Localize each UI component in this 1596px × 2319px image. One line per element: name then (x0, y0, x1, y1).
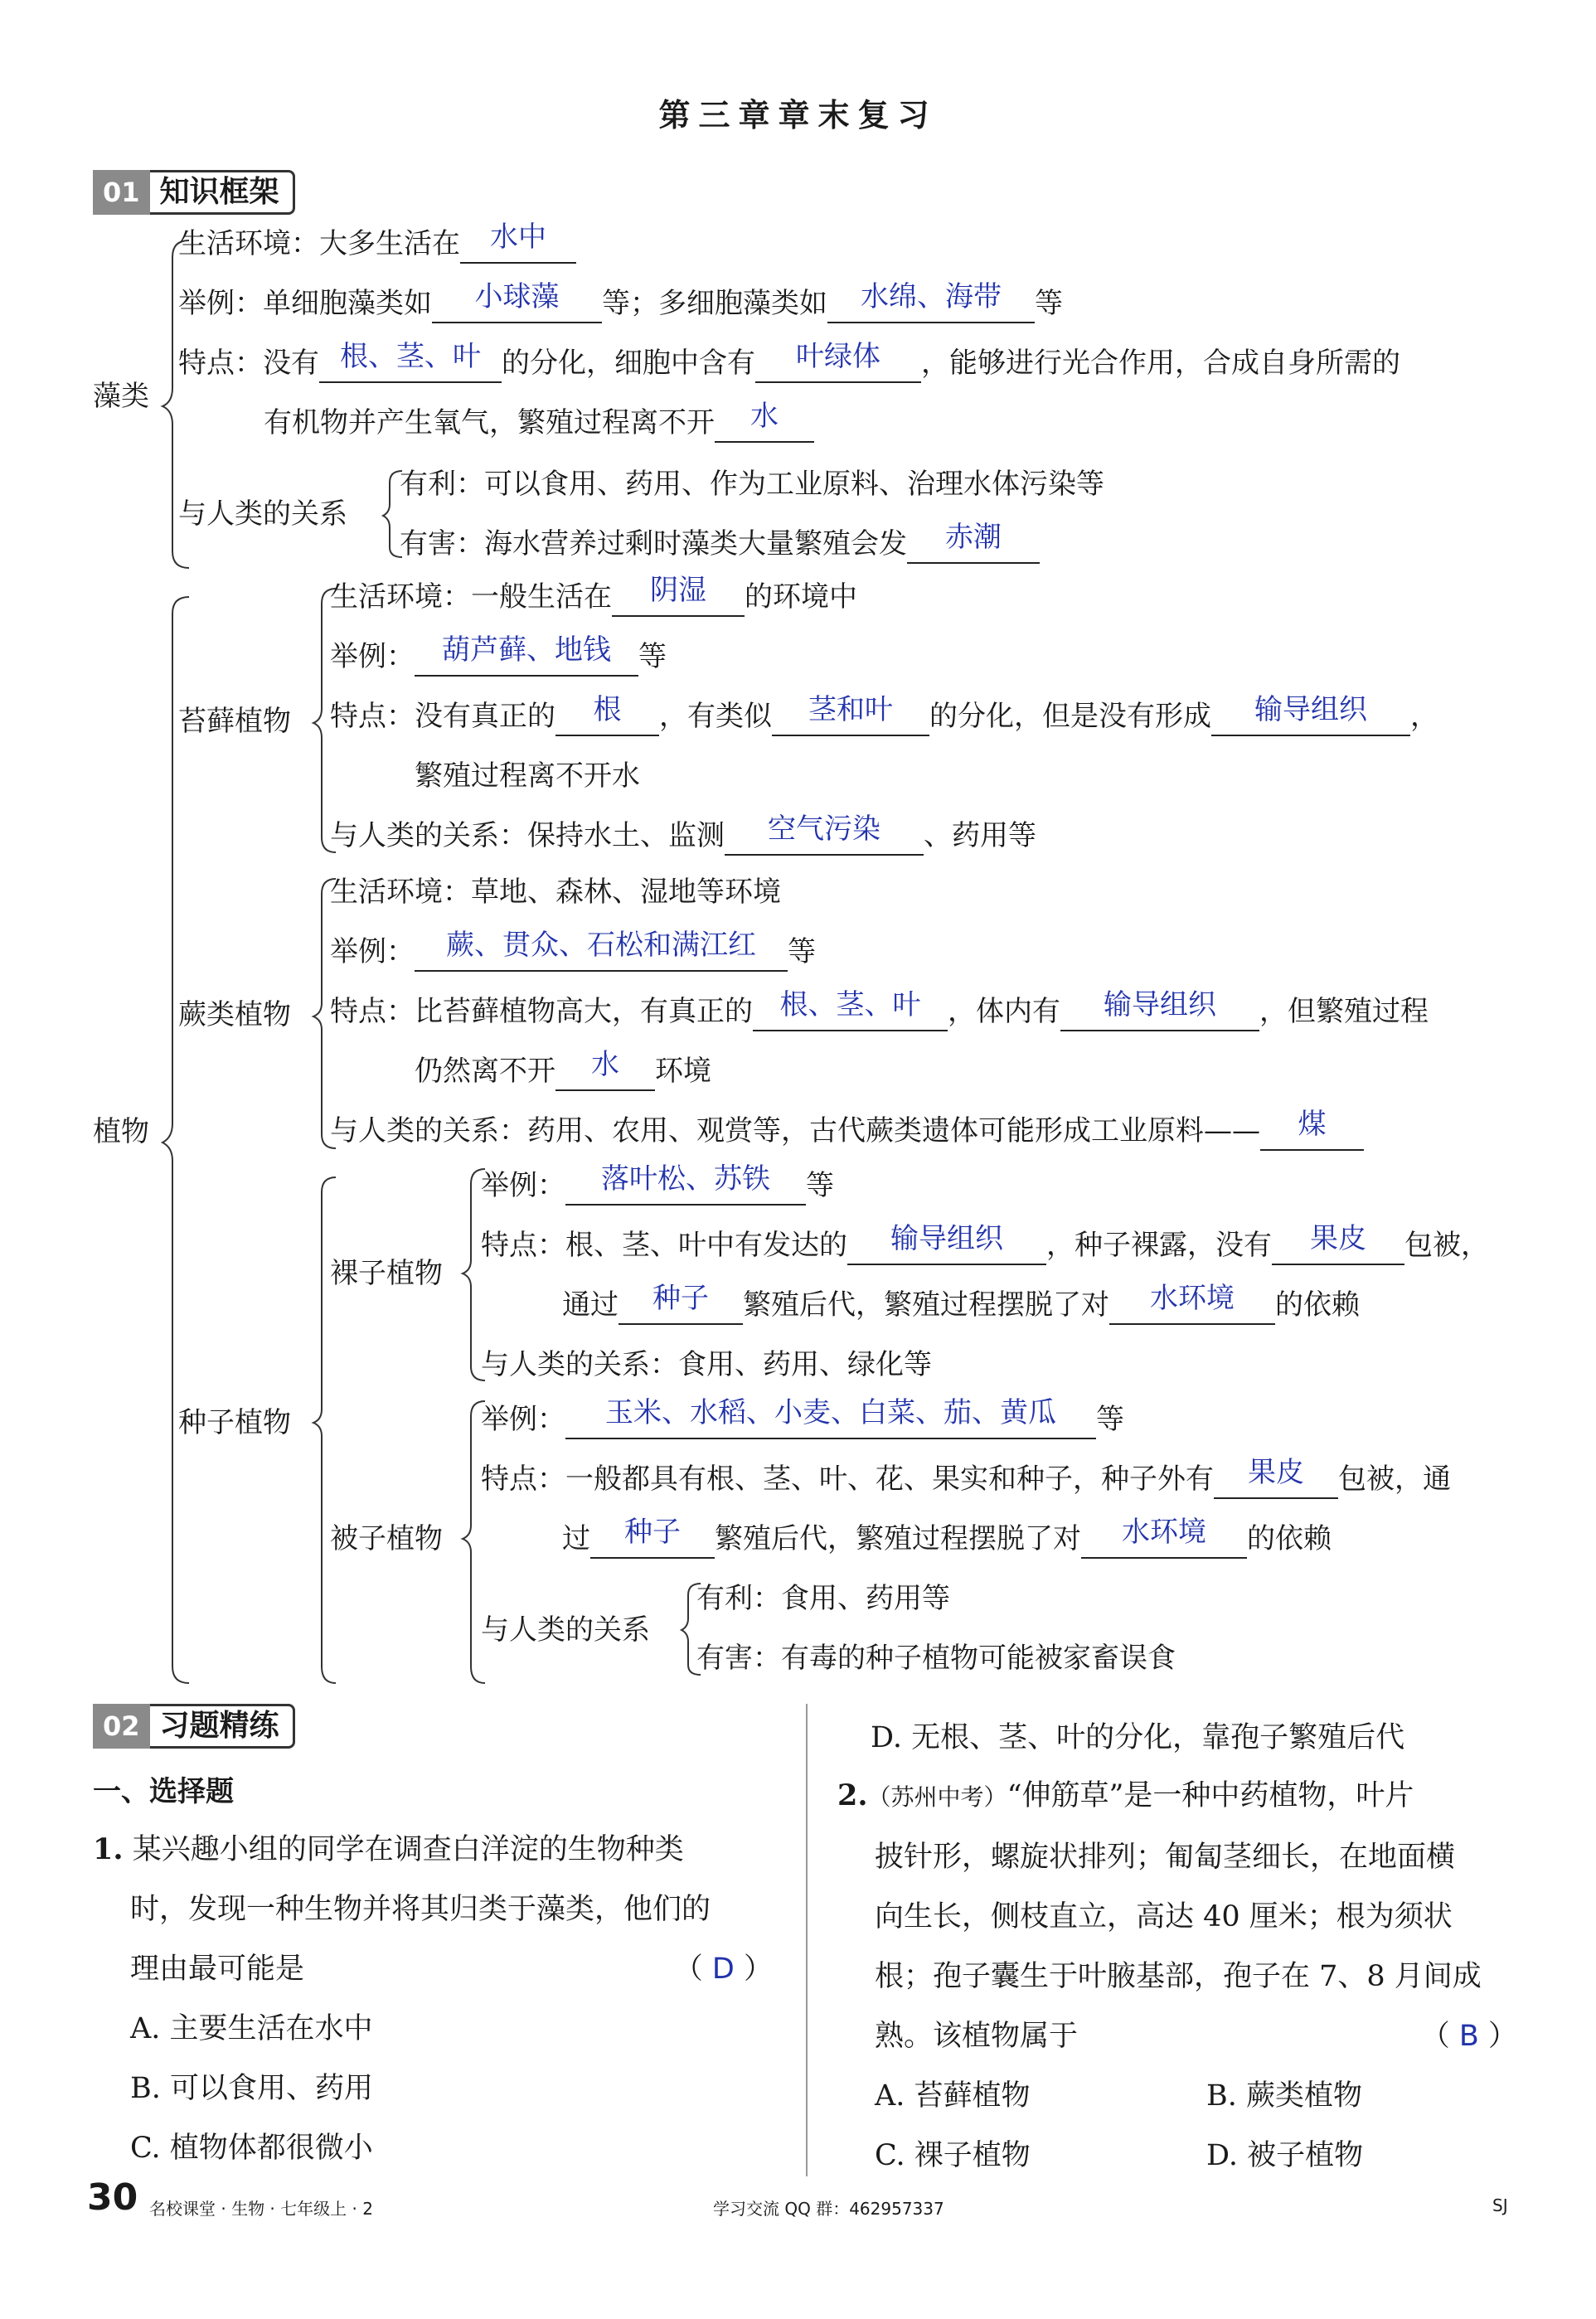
page-number: 30 (87, 2176, 138, 2219)
moss-relation: 与人类的关系：保持水土、监测 空气污染 、药用等 (330, 817, 1036, 856)
fern-feat-answer-1: 根、茎、叶 (779, 988, 921, 1021)
algae-env: 生活环境：大多生活在 水中 (178, 226, 576, 264)
fern-features-2: 仍然离不开 水 环境 (415, 1053, 711, 1091)
fern-rel-answer: 煤 (1298, 1108, 1327, 1141)
fern-examples: 举例： 蕨、贯众、石松和满江红 等 (330, 934, 816, 972)
gymno-feat2-answer-2: 水环境 (1150, 1282, 1235, 1315)
question-number: 2. (837, 1778, 868, 1812)
angio-relation-good: 有利：食用、药用等 (696, 1582, 950, 1615)
angio-label: 被子植物 (330, 1522, 443, 1555)
algae-env-answer: 水中 (490, 221, 546, 254)
fern-ex-answer: 蕨、贯众、石松和满江红 (446, 929, 756, 962)
q2-answer: B (1458, 2020, 1479, 2053)
footer-book: 名校课堂 · 生物 · 七年级上 · 2 (149, 2199, 373, 2219)
q1-option-a: A. 主要生活在水中 (130, 2012, 373, 2045)
gymno-feat2-answer-1: 种子 (652, 1282, 709, 1315)
algae-features: 特点：没有 根、茎、叶 的分化，细胞中含有 叶绿体 ，能够进行光合作用，合成自身所需的 (178, 345, 1400, 383)
page-title: 第三章章末复习 (658, 96, 938, 133)
angio-features: 特点：一般都具有根、茎、叶、花、果实和种子，种子外有 果皮 包被，通 (481, 1461, 1451, 1499)
moss-label: 苔藓植物 (178, 705, 291, 738)
gymno-feat-answer-2: 果皮 (1310, 1222, 1366, 1255)
angio-relation-label: 与人类的关系 (481, 1613, 650, 1647)
moss-ex-answer: 葫芦藓、地钱 (442, 633, 611, 667)
moss-features-2: 繁殖过程离不开水 (415, 759, 640, 793)
gymno-ex-answer: 落叶松、苏铁 (601, 1162, 770, 1196)
q2-option-a: A. 苔藓植物 (875, 2079, 1031, 2113)
fern-relation: 与人类的关系：药用、农用、观赏等，古代蕨类遗体可能形成工业原料—— 煤 (330, 1113, 1364, 1151)
angio-feat2-answer-2: 水环境 (1122, 1516, 1206, 1549)
moss-env: 生活环境：一般生活在 阴湿 的环境中 (330, 579, 857, 617)
moss-feat-answer-2: 茎和叶 (808, 693, 893, 726)
moss-examples: 举例： 葫芦藓、地钱 等 (330, 638, 667, 677)
algae-relation-good: 有利：可以食用、药用、作为工业原料、治理水体污染等 (400, 468, 1104, 501)
gymno-feat-answer-1: 输导组织 (890, 1222, 1003, 1255)
gymno-relation: 与人类的关系：食用、药用、绿化等 (481, 1348, 932, 1381)
angio-feat-answer: 果皮 (1248, 1456, 1304, 1489)
algae-ex-answer-2: 水绵、海带 (861, 280, 1002, 313)
question-type-heading: 一、选择题 (93, 1775, 234, 1808)
section-name: 习题精练 (150, 1704, 295, 1749)
angio-feat2-answer-1: 种子 (624, 1516, 681, 1549)
footer-code: SJ (1492, 2195, 1508, 2215)
algae-relation-bad: 有害：海水营养过剩时藻类大量繁殖会发 赤潮 (400, 526, 1040, 564)
angio-ex-answer: 玉米、水稻、小麦、白菜、茄、黄瓜 (605, 1396, 1056, 1429)
section-number: 01 (93, 170, 150, 215)
question-1: 1. 某兴趣小组的同学在调查白洋淀的生物种类 时，发现一种生物并将其归类于藻类，他们的 理由最可能是 （ D ） A. 主要生活在水中 B. 可以食用、药用 C. 植物体都很微小 (93, 1820, 781, 2178)
section-header-exercises (93, 1704, 295, 1749)
moss-feat-answer-3: 输导组织 (1254, 693, 1367, 726)
fern-env: 生活环境：草地、森林、湿地等环境 (330, 876, 781, 909)
algae-ex-answer-1: 小球藻 (474, 280, 560, 313)
angio-examples: 举例： 玉米、水稻、小麦、白菜、茄、黄瓜 等 (481, 1401, 1124, 1439)
algae-label: 藻类 (93, 380, 149, 413)
seed-plant-label: 种子植物 (178, 1406, 291, 1439)
moss-feat-answer-1: 根 (593, 693, 622, 726)
algae-feat-answer-1: 根、茎、叶 (340, 340, 481, 373)
algae-examples: 举例：单细胞藻类如 小球藻 等；多细胞藻类如 水绵、海带 等 (178, 285, 1063, 323)
question-number: 1. (93, 1832, 124, 1866)
gymno-label: 裸子植物 (330, 1257, 443, 1290)
algae-features-2: 有机物并产生氧气，繁殖过程离不开 水 (264, 405, 814, 443)
gymno-examples: 举例： 落叶松、苏铁 等 (481, 1167, 834, 1206)
algae-relation-label: 与人类的关系 (178, 497, 347, 531)
q2-option-c: C. 裸子植物 (875, 2139, 1031, 2172)
section-number: 02 (93, 1704, 150, 1749)
algae-bad-answer: 赤潮 (945, 521, 1002, 554)
moss-features: 特点：没有真正的 根 ，有类似 茎和叶 的分化，但是没有形成 输导组织 ， (330, 698, 1438, 736)
gymno-features: 特点：根、茎、叶中有发达的 输导组织 ，种子裸露，没有 果皮 包被， (481, 1227, 1489, 1265)
algae-feat-answer-2: 叶绿体 (796, 340, 880, 373)
q1-answer: D (711, 1953, 735, 1986)
fern-feat2-answer: 水 (591, 1048, 619, 1081)
angio-features-2: 过 种子 繁殖后代，繁殖过程摆脱了对 水环境 的依赖 (562, 1521, 1332, 1559)
algae-feat2-answer: 水 (750, 400, 779, 433)
question-2: 2.（苏州中考）“伸筋草”是一种中药植物，叶片 披针形，螺旋状排列；匍匐茎细长，在地面横 向生长，侧枝直立，高达 40 厘米；根为须状 根；孢子囊生于叶腋基部，孢子在 7、8 月间成 熟。该植物属于 （ B ） A. 苔藓植物 B. 蕨类植物 C. 裸子植物 D. 被子植物 (837, 1766, 1526, 2186)
q2-option-d: D. 被子植物 (1206, 2139, 1364, 2172)
footer-qq: 学习交流 QQ 群：462957337 (713, 2199, 944, 2219)
section-name: 知识框架 (150, 170, 295, 215)
fern-features: 特点：比苔藓植物高大，有真正的 根、茎、叶 ，体内有 输导组织 ，但繁殖过程 (330, 993, 1429, 1031)
angio-relation-bad: 有害：有毒的种子植物可能被家畜误食 (696, 1642, 1176, 1675)
fern-feat-answer-2: 输导组织 (1104, 988, 1216, 1021)
q1-option-b: B. 可以食用、药用 (130, 2072, 373, 2105)
q1-option-c: C. 植物体都很微小 (130, 2132, 373, 2165)
plant-label: 植物 (93, 1115, 149, 1148)
gymno-features-2: 通过 种子 繁殖后代，繁殖过程摆脱了对 水环境 的依赖 (562, 1287, 1360, 1325)
q2-option-b: B. 蕨类植物 (1206, 2079, 1362, 2113)
moss-rel-answer: 空气污染 (768, 813, 880, 846)
column-divider (806, 1704, 808, 2176)
q1-option-d: D. 无根、茎、叶的分化，靠孢子繁殖后代 (871, 1721, 1405, 1754)
moss-env-answer: 阴湿 (650, 574, 706, 607)
fern-label: 蕨类植物 (178, 998, 291, 1031)
